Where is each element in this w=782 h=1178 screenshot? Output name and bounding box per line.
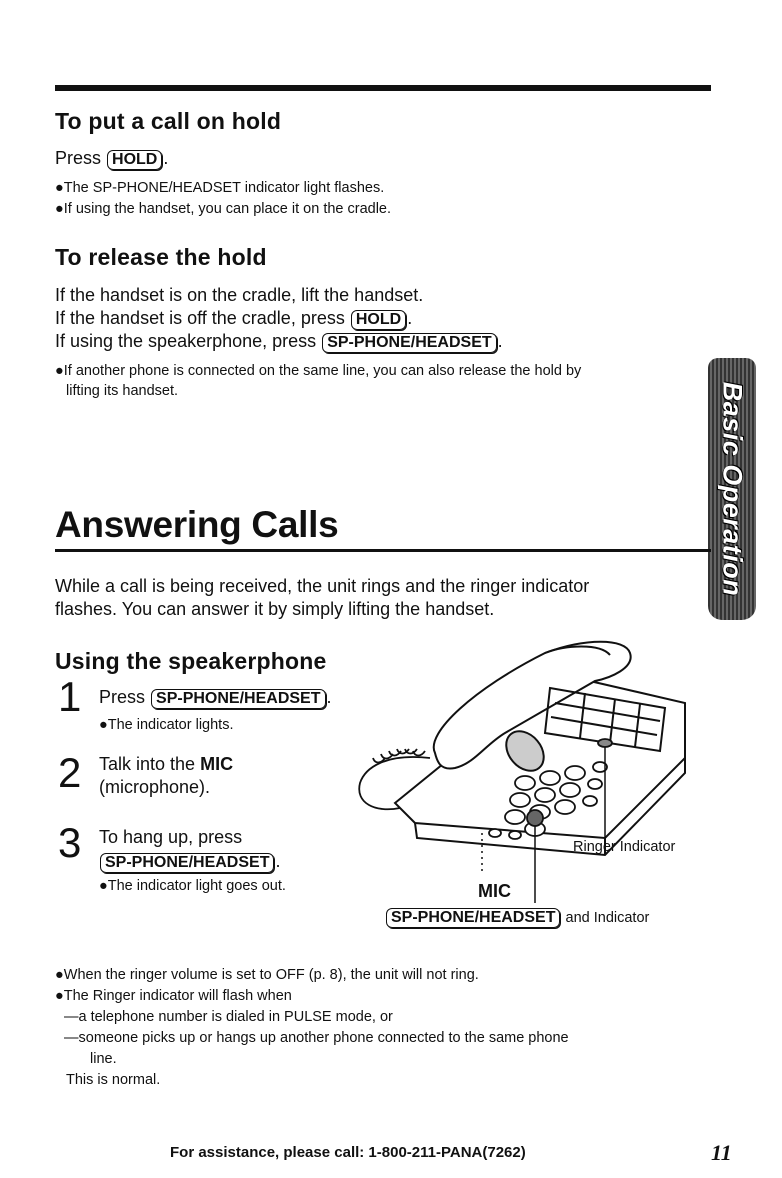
- step-2-line-1: [99, 753, 233, 776]
- step-3-number: 3: [58, 819, 82, 866]
- hold-bullet-2: ●If using the handset, you can place it on the cradle.: [55, 201, 392, 217]
- speakerphone-heading: Using the speakerphone: [55, 648, 327, 674]
- hold-press-prefix: Press: [55, 148, 102, 168]
- answering-rule: [55, 549, 711, 552]
- basic-operation-tab: [708, 358, 756, 620]
- step-2-mic: MIC: [200, 754, 234, 774]
- note-line-1: ●When the ringer volume is set to OFF (p. 8), the unit will not ring.: [55, 967, 479, 983]
- step-1-period: .: [326, 687, 332, 707]
- release-line-2-prefix: If the handset is off the cradle, press: [55, 308, 345, 328]
- answering-intro-line-1: While a call is being received, the unit rings and the ringer indicator: [55, 576, 590, 596]
- ringer-indicator-label: Ringer Indicator: [573, 839, 676, 855]
- page-number: 11: [711, 1140, 732, 1165]
- hold-key: HOLD: [107, 150, 162, 170]
- release-bullet-line-2: lifting its handset.: [66, 383, 179, 399]
- step-1-note: ●The indicator lights.: [99, 717, 234, 733]
- figure-sp-suffix: and Indicator: [565, 910, 650, 926]
- basic-operation-tab-label: Basic Operation: [717, 381, 748, 597]
- note-line-6: This is normal.: [66, 1072, 161, 1088]
- release-hold-key: HOLD: [351, 310, 406, 330]
- step-2-prefix: Talk into the: [99, 754, 196, 774]
- release-line-3-prefix: If using the speakerphone, press: [55, 331, 317, 351]
- note-line-3: —a telephone number is dialed in PULSE mode, or: [64, 1009, 393, 1025]
- note-line-4: —someone picks up or hangs up another phone connected to the same phone: [64, 1030, 569, 1046]
- hold-period: .: [163, 148, 169, 168]
- mic-label: MIC: [478, 881, 511, 901]
- release-bullet-line-1: ●If another phone is connected on the same line, you can also release the hold by: [55, 363, 582, 379]
- note-line-5: line.: [90, 1051, 117, 1067]
- figure-sp-key: SP-PHONE/HEADSET: [386, 908, 560, 928]
- step-3-line-2: [99, 850, 280, 873]
- step-3-note: ●The indicator light goes out.: [99, 878, 286, 894]
- hold-heading: To put a call on hold: [55, 108, 282, 134]
- telephone-illustration: [355, 633, 705, 903]
- release-line-1: If the handset is on the cradle, lift the handset.: [55, 285, 424, 305]
- release-line-3: [55, 330, 503, 353]
- step-3-line-1: To hang up, press: [99, 827, 243, 847]
- step-3-period: .: [275, 851, 281, 871]
- release-sp-key: SP-PHONE/HEADSET: [322, 333, 496, 353]
- step-1-key: SP-PHONE/HEADSET: [151, 689, 325, 709]
- hold-press-line: [55, 147, 168, 170]
- step-2-number: 2: [58, 749, 82, 796]
- release-line-3-period: .: [497, 331, 503, 351]
- release-line-2: [55, 307, 412, 330]
- hold-bullet-1: ●The SP-PHONE/HEADSET indicator light flashes.: [55, 180, 385, 196]
- assistance-footer: For assistance, please call: 1-800-211-PANA(7262): [170, 1144, 526, 1161]
- answering-intro-line-2: flashes. You can answer it by simply lifting the handset.: [55, 599, 495, 619]
- release-line-2-period: .: [407, 308, 413, 328]
- step-1-prefix: Press: [99, 687, 146, 707]
- answering-title: Answering Calls: [55, 504, 339, 545]
- step-2-line-2: (microphone).: [99, 777, 211, 797]
- release-heading: To release the hold: [55, 244, 267, 270]
- step-1-number: 1: [58, 673, 82, 720]
- step-3-key: SP-PHONE/HEADSET: [100, 853, 274, 873]
- sp-phone-indicator-label: [385, 908, 649, 928]
- top-rule: [55, 85, 711, 91]
- step-1-line: [99, 686, 332, 709]
- note-line-2: ●The Ringer indicator will flash when: [55, 988, 292, 1004]
